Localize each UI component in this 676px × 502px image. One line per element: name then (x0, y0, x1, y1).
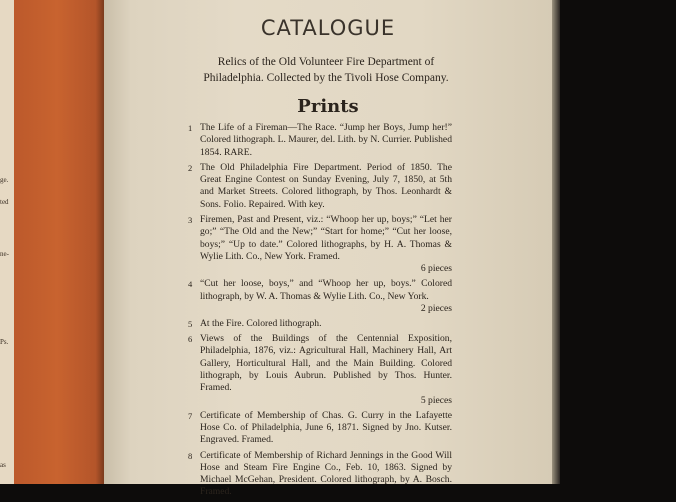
item-description: Views of the Buildings of the Centennial Exposition, Philadelphia, 1876, viz.: Agricultural Hall, Machinery Hall, Art Gallery, Horticultural Hall, and the Main Building. Colored lithograph, by Louis Aubrun. Published by Thos. Hunter. Framed. (200, 333, 452, 394)
list-item (188, 122, 452, 159)
item-number: 2 (188, 162, 193, 173)
fragment-text: Ps. (0, 338, 9, 346)
item-number: 5 (188, 318, 193, 329)
catalogue-page (104, 0, 552, 498)
list-item (188, 333, 452, 406)
previous-page-margin (0, 0, 14, 484)
item-number: 8 (188, 450, 193, 461)
catalogue-list (188, 122, 452, 502)
item-number: 4 (188, 279, 193, 290)
list-item (188, 409, 452, 447)
item-description: At the Fire. Colored lithograph. (200, 317, 322, 329)
item-number: 1 (188, 123, 193, 133)
fragment-text: as (0, 461, 6, 469)
item-description: The Old Philadelphia Fire Department. Period of 1850. The Great Engine Contest on Sunday Evening, July 7, 1850, at 5th and Market Streets. Colored lithograph, by Thos. Leonhardt & Sons. Folio. Repaired. With key. (200, 161, 452, 210)
list-item (188, 278, 452, 315)
item-description: Certificate of Membership of Richard Jennings in the Good Will Hose and Steam Fire Engine Co., Feb. 10, 1863. Signed by Michael McGehan, President. Colored lithograph, by A. Bosch. Framed. (200, 449, 452, 498)
item-number: 7 (188, 410, 193, 421)
list-item (188, 214, 452, 275)
page-title: CATALOGUE (260, 16, 396, 40)
item-description: The Life of a Fireman—The Race. “Jump her Boys, Jump her!” Colored lithograph. L. Maurer, del. Lith. by N. Currier. Published 1854. RARE. (200, 122, 452, 158)
fragment-text: ted (0, 198, 9, 206)
page-edge-shadow (552, 0, 560, 484)
piece-count: 6 pieces (420, 263, 452, 275)
item-description: Firemen, Past and Present, viz.: “Whoop her up, boys;” “Let her go;” “The Old and the New;” “Start for home;” “Cut her loose, boys;” “Up to date.” Colored lithographs, by H. A. Thomas & Wylie Lith. Co., New York. Framed. (200, 214, 452, 262)
item-description: Certificate of Membership of Chas. G. Curry in the Lafayette Hose Co. of Philadelphia, June 6, 1871. Signed by Jno. Kutser. Engraved. Framed. (200, 409, 452, 446)
fragment-text: ge. (0, 176, 9, 184)
item-number: 3 (188, 215, 193, 226)
item-description: “Cut her loose, boys,” and “Whoop her up, boys.” Colored lithograph, by W. A. Thomas & Wylie Lith. Co., New York. (200, 278, 452, 302)
list-item (188, 161, 452, 211)
intro-paragraph: Relics of the Old Volunteer Fire Department of Philadelphia. Collected by the Tivoli Hose Company. (203, 56, 449, 84)
piece-count: 2 pieces (420, 302, 452, 314)
section-heading: Prints (297, 96, 359, 117)
fragment-text: ne- (0, 250, 9, 258)
piece-count: 5 pieces (420, 394, 452, 406)
list-item (188, 317, 452, 330)
item-number: 6 (188, 334, 193, 345)
previous-page-cover (0, 0, 104, 484)
list-item (188, 449, 452, 499)
